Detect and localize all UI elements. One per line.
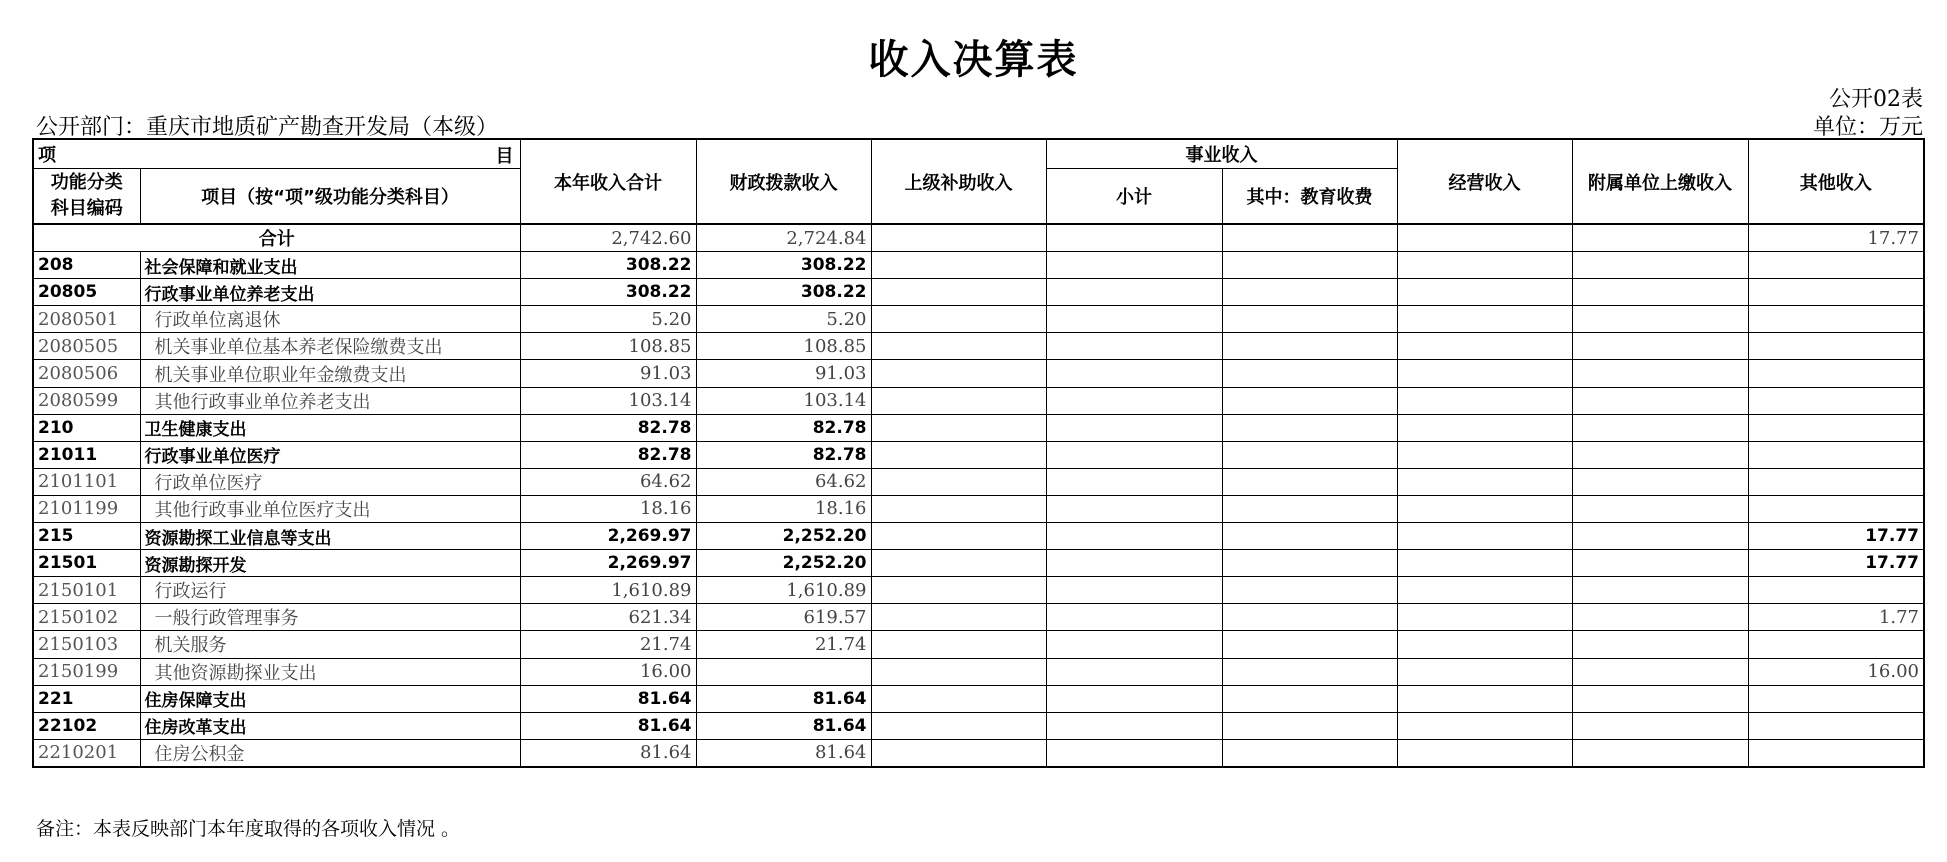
- name-cell: 机关事业单位基本养老保险缴费支出: [140, 333, 520, 360]
- subtotal-cell: [1046, 387, 1222, 414]
- operating-cell: [1397, 523, 1572, 550]
- code-cell: 2080599: [33, 387, 140, 414]
- table-row: [33, 712, 1924, 739]
- superior-subsidy-cell: [871, 658, 1046, 685]
- code-cell: 2101199: [33, 495, 140, 522]
- total-income-cell: 308.22: [520, 279, 696, 306]
- total-superior-cell: [871, 224, 1046, 252]
- operating-cell: [1397, 333, 1572, 360]
- table-row: [33, 306, 1924, 333]
- operating-cell: [1397, 495, 1572, 522]
- other-cell: [1748, 495, 1924, 522]
- fiscal-cell: 308.22: [696, 252, 871, 279]
- affiliated-cell: [1572, 604, 1748, 631]
- code-cell: 2150102: [33, 604, 140, 631]
- total-income-cell: 108.85: [520, 333, 696, 360]
- header-xiangmu: [33, 139, 520, 169]
- superior-subsidy-cell: [871, 577, 1046, 604]
- fiscal-cell: 82.78: [696, 414, 871, 441]
- superior-subsidy-cell: [871, 414, 1046, 441]
- superior-subsidy-cell: [871, 252, 1046, 279]
- subtotal-cell: [1046, 712, 1222, 739]
- name-cell: 住房保障支出: [140, 685, 520, 712]
- operating-cell: [1397, 739, 1572, 767]
- education-fee-cell: [1222, 252, 1397, 279]
- total-income-cell: 2,742.60: [520, 224, 696, 252]
- total-other-cell: 17.77: [1748, 224, 1924, 252]
- name-cell: 行政单位离退休: [140, 306, 520, 333]
- department-label: 公开部门：重庆市地质矿产勘查开发局（本级）: [36, 115, 499, 140]
- name-cell: 资源勘探开发: [140, 550, 520, 577]
- other-cell: 1.77: [1748, 604, 1924, 631]
- education-fee-cell: [1222, 279, 1397, 306]
- subtotal-cell: [1046, 279, 1222, 306]
- table-row: [33, 604, 1924, 631]
- total-education-cell: [1222, 224, 1397, 252]
- education-fee-cell: [1222, 306, 1397, 333]
- total-label: 合计: [33, 224, 520, 252]
- total-income-cell: 64.62: [520, 468, 696, 495]
- subtotal-cell: [1046, 739, 1222, 767]
- total-income-cell: 16.00: [520, 658, 696, 685]
- table-body: [33, 224, 1924, 767]
- other-cell: [1748, 360, 1924, 387]
- other-cell: [1748, 468, 1924, 495]
- code-cell: 2080505: [33, 333, 140, 360]
- operating-cell: [1397, 712, 1572, 739]
- affiliated-cell: [1572, 279, 1748, 306]
- subtotal-cell: [1046, 523, 1222, 550]
- fiscal-cell: 81.64: [696, 712, 871, 739]
- table-row: [33, 739, 1924, 767]
- superior-subsidy-cell: [871, 604, 1046, 631]
- code-cell: 21011: [33, 441, 140, 468]
- total-income-cell: 21.74: [520, 631, 696, 658]
- operating-cell: [1397, 468, 1572, 495]
- total-fiscal-cell: 2,724.84: [696, 224, 871, 252]
- total-income-cell: 18.16: [520, 495, 696, 522]
- superior-subsidy-cell: [871, 333, 1046, 360]
- fiscal-cell: 2,252.20: [696, 550, 871, 577]
- education-fee-cell: [1222, 631, 1397, 658]
- code-cell: 21501: [33, 550, 140, 577]
- name-cell: 资源勘探工业信息等支出: [140, 523, 520, 550]
- code-cell: 2101101: [33, 468, 140, 495]
- total-operating-cell: [1397, 224, 1572, 252]
- superior-subsidy-cell: [871, 360, 1046, 387]
- affiliated-cell: [1572, 306, 1748, 333]
- header-education-fee: 其中：教育收费: [1222, 169, 1397, 225]
- name-cell: 行政事业单位养老支出: [140, 279, 520, 306]
- education-fee-cell: [1222, 441, 1397, 468]
- header-fiscal: 财政拨款收入: [696, 139, 871, 224]
- code-cell: 2150199: [33, 658, 140, 685]
- header-affiliated: 附属单位上缴收入: [1572, 139, 1748, 224]
- table-row: [33, 468, 1924, 495]
- fiscal-cell: 91.03: [696, 360, 871, 387]
- other-cell: [1748, 441, 1924, 468]
- name-cell: 行政单位医疗: [140, 468, 520, 495]
- affiliated-cell: [1572, 414, 1748, 441]
- header-xiang: 项: [38, 145, 56, 166]
- code-cell: 2150103: [33, 631, 140, 658]
- subtotal-cell: [1046, 414, 1222, 441]
- table-row: [33, 685, 1924, 712]
- header-subtotal: 小计: [1046, 169, 1222, 225]
- header-business: 事业收入: [1046, 139, 1397, 169]
- code-cell: 208: [33, 252, 140, 279]
- affiliated-cell: [1572, 658, 1748, 685]
- other-cell: [1748, 414, 1924, 441]
- operating-cell: [1397, 685, 1572, 712]
- affiliated-cell: [1572, 468, 1748, 495]
- superior-subsidy-cell: [871, 685, 1046, 712]
- affiliated-cell: [1572, 739, 1748, 767]
- affiliated-cell: [1572, 360, 1748, 387]
- name-cell: 行政事业单位医疗: [140, 441, 520, 468]
- subtotal-cell: [1046, 495, 1222, 522]
- education-fee-cell: [1222, 360, 1397, 387]
- affiliated-cell: [1572, 252, 1748, 279]
- education-fee-cell: [1222, 577, 1397, 604]
- name-cell: 行政运行: [140, 577, 520, 604]
- code-cell: 210: [33, 414, 140, 441]
- fiscal-cell: 308.22: [696, 279, 871, 306]
- table-row: [33, 441, 1924, 468]
- subtotal-cell: [1046, 550, 1222, 577]
- other-cell: [1748, 252, 1924, 279]
- total-income-cell: 81.64: [520, 712, 696, 739]
- superior-subsidy-cell: [871, 739, 1046, 767]
- total-subtotal-cell: [1046, 224, 1222, 252]
- education-fee-cell: [1222, 712, 1397, 739]
- name-cell: 机关事业单位职业年金缴费支出: [140, 360, 520, 387]
- subtotal-cell: [1046, 360, 1222, 387]
- table-row: [33, 631, 1924, 658]
- header-code: 功能分类 科目编码: [33, 169, 140, 225]
- total-income-cell: 91.03: [520, 360, 696, 387]
- other-cell: 17.77: [1748, 523, 1924, 550]
- operating-cell: [1397, 360, 1572, 387]
- operating-cell: [1397, 387, 1572, 414]
- total-income-cell: 81.64: [520, 739, 696, 767]
- total-income-cell: 621.34: [520, 604, 696, 631]
- subtotal-cell: [1046, 604, 1222, 631]
- education-fee-cell: [1222, 685, 1397, 712]
- table-row: [33, 523, 1924, 550]
- total-income-cell: 82.78: [520, 441, 696, 468]
- superior-subsidy-cell: [871, 279, 1046, 306]
- total-affiliated-cell: [1572, 224, 1748, 252]
- table-row: [33, 279, 1924, 306]
- name-cell: 住房改革支出: [140, 712, 520, 739]
- operating-cell: [1397, 414, 1572, 441]
- affiliated-cell: [1572, 712, 1748, 739]
- subtotal-cell: [1046, 685, 1222, 712]
- total-income-cell: 1,610.89: [520, 577, 696, 604]
- code-cell: 221: [33, 685, 140, 712]
- subtotal-cell: [1046, 252, 1222, 279]
- subtotal-cell: [1046, 468, 1222, 495]
- name-cell: 其他行政事业单位养老支出: [140, 387, 520, 414]
- name-cell: 社会保障和就业支出: [140, 252, 520, 279]
- subtotal-cell: [1046, 658, 1222, 685]
- fiscal-cell: 81.64: [696, 685, 871, 712]
- fiscal-cell: 18.16: [696, 495, 871, 522]
- page-title: 收入决算表: [868, 37, 1079, 83]
- other-cell: [1748, 577, 1924, 604]
- table-row: [33, 387, 1924, 414]
- affiliated-cell: [1572, 550, 1748, 577]
- education-fee-cell: [1222, 604, 1397, 631]
- fiscal-cell: 5.20: [696, 306, 871, 333]
- affiliated-cell: [1572, 685, 1748, 712]
- fiscal-cell: 103.14: [696, 387, 871, 414]
- fiscal-cell: 2,252.20: [696, 523, 871, 550]
- table-row: [33, 577, 1924, 604]
- name-cell: 住房公积金: [140, 739, 520, 767]
- other-cell: [1748, 279, 1924, 306]
- superior-subsidy-cell: [871, 712, 1046, 739]
- affiliated-cell: [1572, 333, 1748, 360]
- header-superior-subsidy: 上级补助收入: [871, 139, 1046, 224]
- fiscal-cell: 21.74: [696, 631, 871, 658]
- code-cell: 20805: [33, 279, 140, 306]
- name-cell: 卫生健康支出: [140, 414, 520, 441]
- education-fee-cell: [1222, 739, 1397, 767]
- name-cell: 一般行政管理事务: [140, 604, 520, 631]
- other-cell: [1748, 387, 1924, 414]
- header-operating: 经营收入: [1397, 139, 1572, 224]
- table-row: [33, 333, 1924, 360]
- form-number: 公开02表: [1829, 87, 1923, 112]
- fiscal-cell: 81.64: [696, 739, 871, 767]
- subtotal-cell: [1046, 441, 1222, 468]
- other-cell: [1748, 739, 1924, 767]
- superior-subsidy-cell: [871, 550, 1046, 577]
- table-row: [33, 550, 1924, 577]
- operating-cell: [1397, 658, 1572, 685]
- header-total-income: 本年收入合计: [520, 139, 696, 224]
- operating-cell: [1397, 306, 1572, 333]
- education-fee-cell: [1222, 414, 1397, 441]
- affiliated-cell: [1572, 577, 1748, 604]
- code-cell: 2210201: [33, 739, 140, 767]
- education-fee-cell: [1222, 550, 1397, 577]
- superior-subsidy-cell: [871, 495, 1046, 522]
- superior-subsidy-cell: [871, 631, 1046, 658]
- fiscal-cell: 108.85: [696, 333, 871, 360]
- header-name: 项目（按“项”级功能分类科目）: [140, 169, 520, 225]
- education-fee-cell: [1222, 333, 1397, 360]
- table-row: [33, 414, 1924, 441]
- name-cell: 其他资源勘探业支出: [140, 658, 520, 685]
- education-fee-cell: [1222, 658, 1397, 685]
- other-cell: [1748, 712, 1924, 739]
- header-other: 其他收入: [1748, 139, 1924, 224]
- fiscal-cell: 619.57: [696, 604, 871, 631]
- subtotal-cell: [1046, 306, 1222, 333]
- education-fee-cell: [1222, 495, 1397, 522]
- subtotal-cell: [1046, 333, 1222, 360]
- code-cell: 2080506: [33, 360, 140, 387]
- operating-cell: [1397, 441, 1572, 468]
- operating-cell: [1397, 252, 1572, 279]
- total-income-cell: 81.64: [520, 685, 696, 712]
- fiscal-cell: 64.62: [696, 468, 871, 495]
- footnote: 备注：本表反映部门本年度取得的各项收入情况 。: [36, 818, 461, 840]
- operating-cell: [1397, 279, 1572, 306]
- affiliated-cell: [1572, 631, 1748, 658]
- education-fee-cell: [1222, 387, 1397, 414]
- other-cell: [1748, 306, 1924, 333]
- name-cell: 机关服务: [140, 631, 520, 658]
- subtotal-cell: [1046, 577, 1222, 604]
- operating-cell: [1397, 631, 1572, 658]
- operating-cell: [1397, 604, 1572, 631]
- other-cell: [1748, 631, 1924, 658]
- superior-subsidy-cell: [871, 387, 1046, 414]
- table-header: [33, 139, 1924, 224]
- code-cell: 2150101: [33, 577, 140, 604]
- other-cell: [1748, 333, 1924, 360]
- other-cell: 17.77: [1748, 550, 1924, 577]
- other-cell: [1748, 685, 1924, 712]
- unit-label: 单位：万元: [1812, 115, 1923, 140]
- total-income-cell: 308.22: [520, 252, 696, 279]
- superior-subsidy-cell: [871, 306, 1046, 333]
- fiscal-cell: 82.78: [696, 441, 871, 468]
- code-cell: 2080501: [33, 306, 140, 333]
- table-row: [33, 252, 1924, 279]
- table-row: [33, 360, 1924, 387]
- education-fee-cell: [1222, 468, 1397, 495]
- total-income-cell: 2,269.97: [520, 550, 696, 577]
- other-cell: 16.00: [1748, 658, 1924, 685]
- header-mu: 目: [495, 146, 514, 167]
- superior-subsidy-cell: [871, 468, 1046, 495]
- table-row: [33, 658, 1924, 685]
- total-income-cell: 2,269.97: [520, 523, 696, 550]
- income-table: [32, 138, 1925, 768]
- superior-subsidy-cell: [871, 441, 1046, 468]
- fiscal-cell: [696, 658, 871, 685]
- affiliated-cell: [1572, 387, 1748, 414]
- total-row: [33, 224, 1924, 252]
- name-cell: 其他行政事业单位医疗支出: [140, 495, 520, 522]
- affiliated-cell: [1572, 441, 1748, 468]
- total-income-cell: 103.14: [520, 387, 696, 414]
- code-cell: 215: [33, 523, 140, 550]
- operating-cell: [1397, 577, 1572, 604]
- education-fee-cell: [1222, 523, 1397, 550]
- operating-cell: [1397, 550, 1572, 577]
- affiliated-cell: [1572, 523, 1748, 550]
- total-income-cell: 5.20: [520, 306, 696, 333]
- code-cell: 22102: [33, 712, 140, 739]
- affiliated-cell: [1572, 495, 1748, 522]
- table-row: [33, 495, 1924, 522]
- total-income-cell: 82.78: [520, 414, 696, 441]
- subtotal-cell: [1046, 631, 1222, 658]
- fiscal-cell: 1,610.89: [696, 577, 871, 604]
- superior-subsidy-cell: [871, 523, 1046, 550]
